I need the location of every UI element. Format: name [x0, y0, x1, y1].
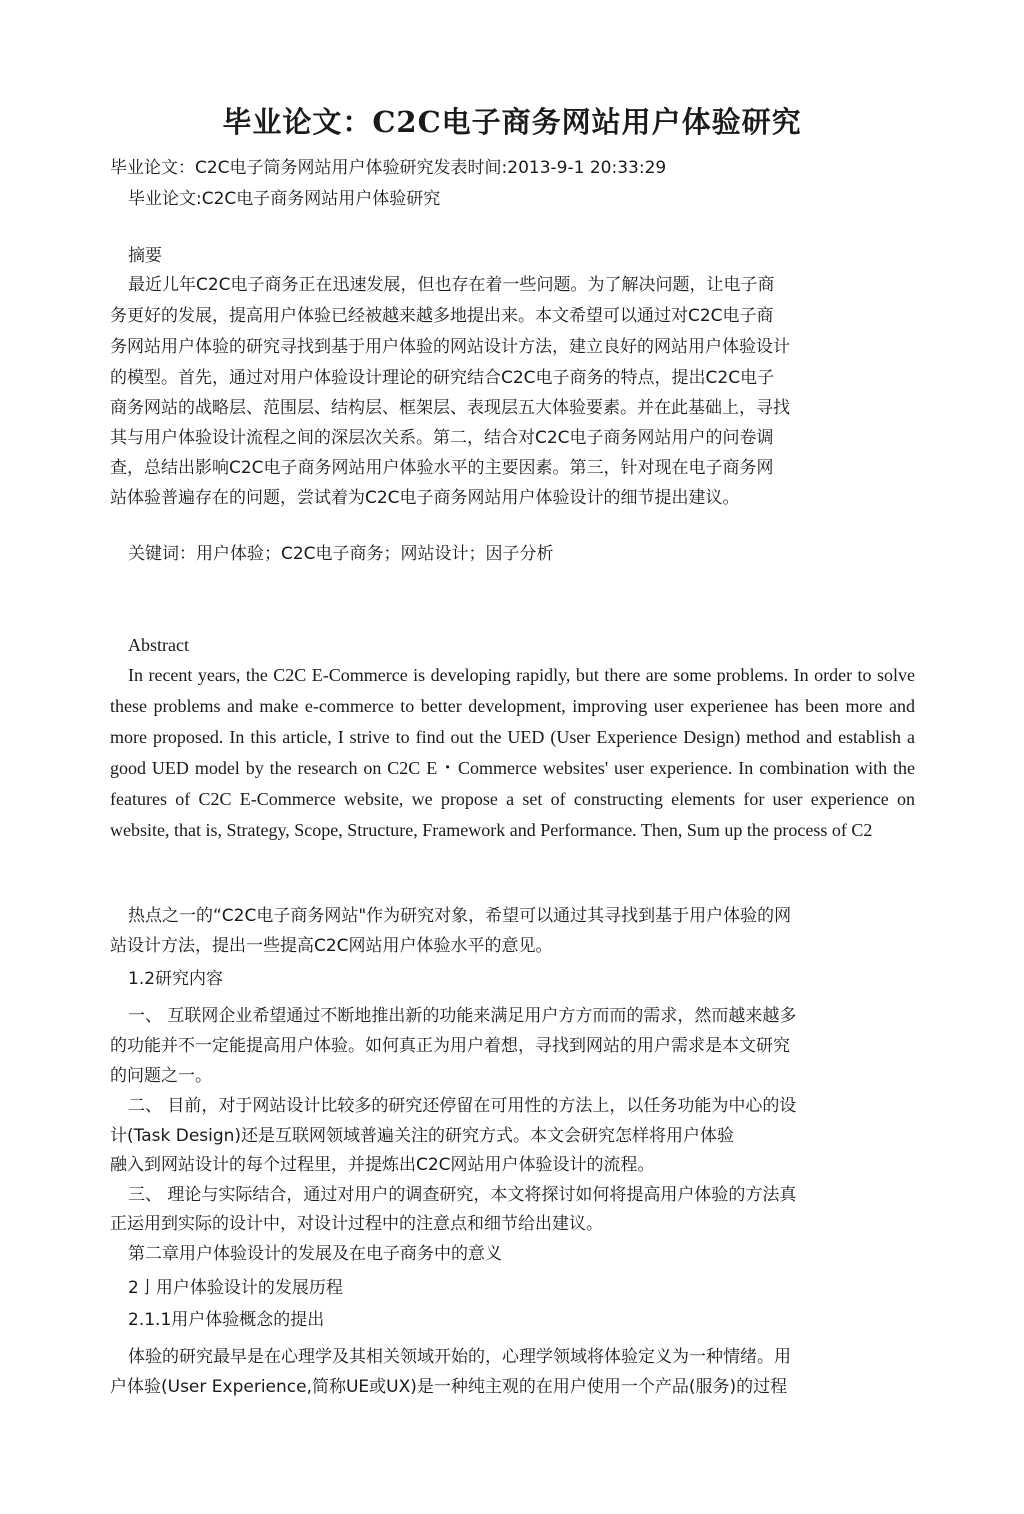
publish-meta-line: 毕业论文：C2C电子筒务网站用户体验研究发表时间:2013-9-1 20:33:29 — [110, 158, 667, 178]
english-abstract-paragraph: In recent years, the C2C E-Commerce is developing rapidly, but there are some problems. In order to solve these problems and make e-commerce to better development, improving user experienee has been more and more proposed. In this article, I strive to find out the UED (User Experience Design) method and establish a good UED model by the research on C2C E・Commerce websites' user experience. In combination with the features of C2C E-Commerce website, we propose a set of constructing elements for user experience on website, that is, Strategy, Scope, Structure, Framework and Performance. Then, Sum up the process of C2 — [110, 665, 915, 840]
abstract-line: 最近儿年C2C电子商务正在迅速发展，但也存在着一些问题。为了解决问题，让电子商 — [128, 275, 775, 295]
body-line: 体验的研究最早是在心理学及其相关领域开始的，心理学领域将体验定义为一种情绪。用 — [128, 1347, 791, 1367]
body-line: 站设计方法，提出一些提高C2C网站用户体验水平的意见。 — [110, 936, 553, 956]
abstract-line: 务网站用户体验的研究寻找到基于用户体验的网站设计方法，建立良好的网站用户体验设计 — [110, 337, 790, 357]
abstract-heading: 摘要 — [128, 246, 162, 266]
body-line: 二、 目前，对于网站设计比较多的研究还停留在可用性的方法上，以任务功能为中心的设 — [128, 1096, 797, 1116]
section-heading: 2亅用户体验设计的发展历程 — [128, 1278, 343, 1298]
body-line: 正运用到实际的设计中，对设计过程中的注意点和细节给出建议。 — [110, 1214, 603, 1234]
body-line: 的问题之一。 — [110, 1066, 212, 1086]
subsection-heading: 2.1.1用户体验概念的提出 — [128, 1310, 325, 1330]
abstract-line: 务更好的发展，提高用户体验已经被越来越多地提出来。本文希望可以通过对C2C电子商 — [110, 306, 774, 326]
document-title: 毕业论文：C2C电子商务网站用户体验研究 — [222, 105, 802, 139]
abstract-line: 站体验普遍存在的问题，尝试着为C2C电子商务网站用户体验设计的细节提出建议。 — [110, 488, 740, 508]
document-subtitle: 毕业论文:C2C电子商务网站用户体验研究 — [128, 189, 441, 209]
chapter-heading: 第二章用户体验设计的发展及在电子商务中的意义 — [128, 1244, 502, 1264]
section-heading: 1.2研究内容 — [128, 969, 224, 989]
body-line: 户体验(User Experience,简称UE或UX)是一种纯主观的在用户使用一个产品(服务)的过程 — [110, 1377, 788, 1397]
abstract-line: 商务网站的战略层、范围层、结构层、框架层、表现层五大体验要素。并在此基础上，寻找 — [110, 398, 790, 418]
body-line: 一、 互联网企业希望通过不断地推出新的功能来满足用户方方而而的需求，然而越来越多 — [128, 1006, 797, 1026]
body-line: 的功能并不一定能提高用户体验。如何真正为用户着想，寻找到网站的用户需求是本文研究 — [110, 1036, 790, 1056]
body-line: 三、 理论与实际结合，通过对用户的调查研究，本文将探讨如何将提高用户体验的方法真 — [128, 1185, 797, 1205]
keywords-line: 关键词：用户体验；C2C电子商务；网站设计；因子分析 — [128, 544, 554, 564]
abstract-line: 查，总结出影响C2C电子商务网站用户体验水平的主要因素。第三，针对现在电子商务网 — [110, 458, 774, 478]
abstract-line: 的模型。首先，通过对用户体验设计理论的研究结合C2C电子商务的特点，提岀C2C电子 — [110, 368, 775, 388]
english-abstract-heading: Abstract — [128, 635, 189, 655]
body-line: 融入到网站设计的每个过程里，并提炼出C2C网站用户体验设计的流程。 — [110, 1155, 655, 1175]
body-line: 热点之一的“C2C电子商务网站"作为研究对象，希望可以通过其寻找到基于用户体验的网 — [128, 906, 792, 926]
abstract-line: 其与用户体验设计流程之间的深层次关系。第二，结合对C2C电子商务网站用户的问卷调 — [110, 428, 774, 448]
body-line: 计(Task Design)还是互联网领域普遍关注的研究方式。本文会研究怎样将用户体验 — [110, 1126, 735, 1146]
